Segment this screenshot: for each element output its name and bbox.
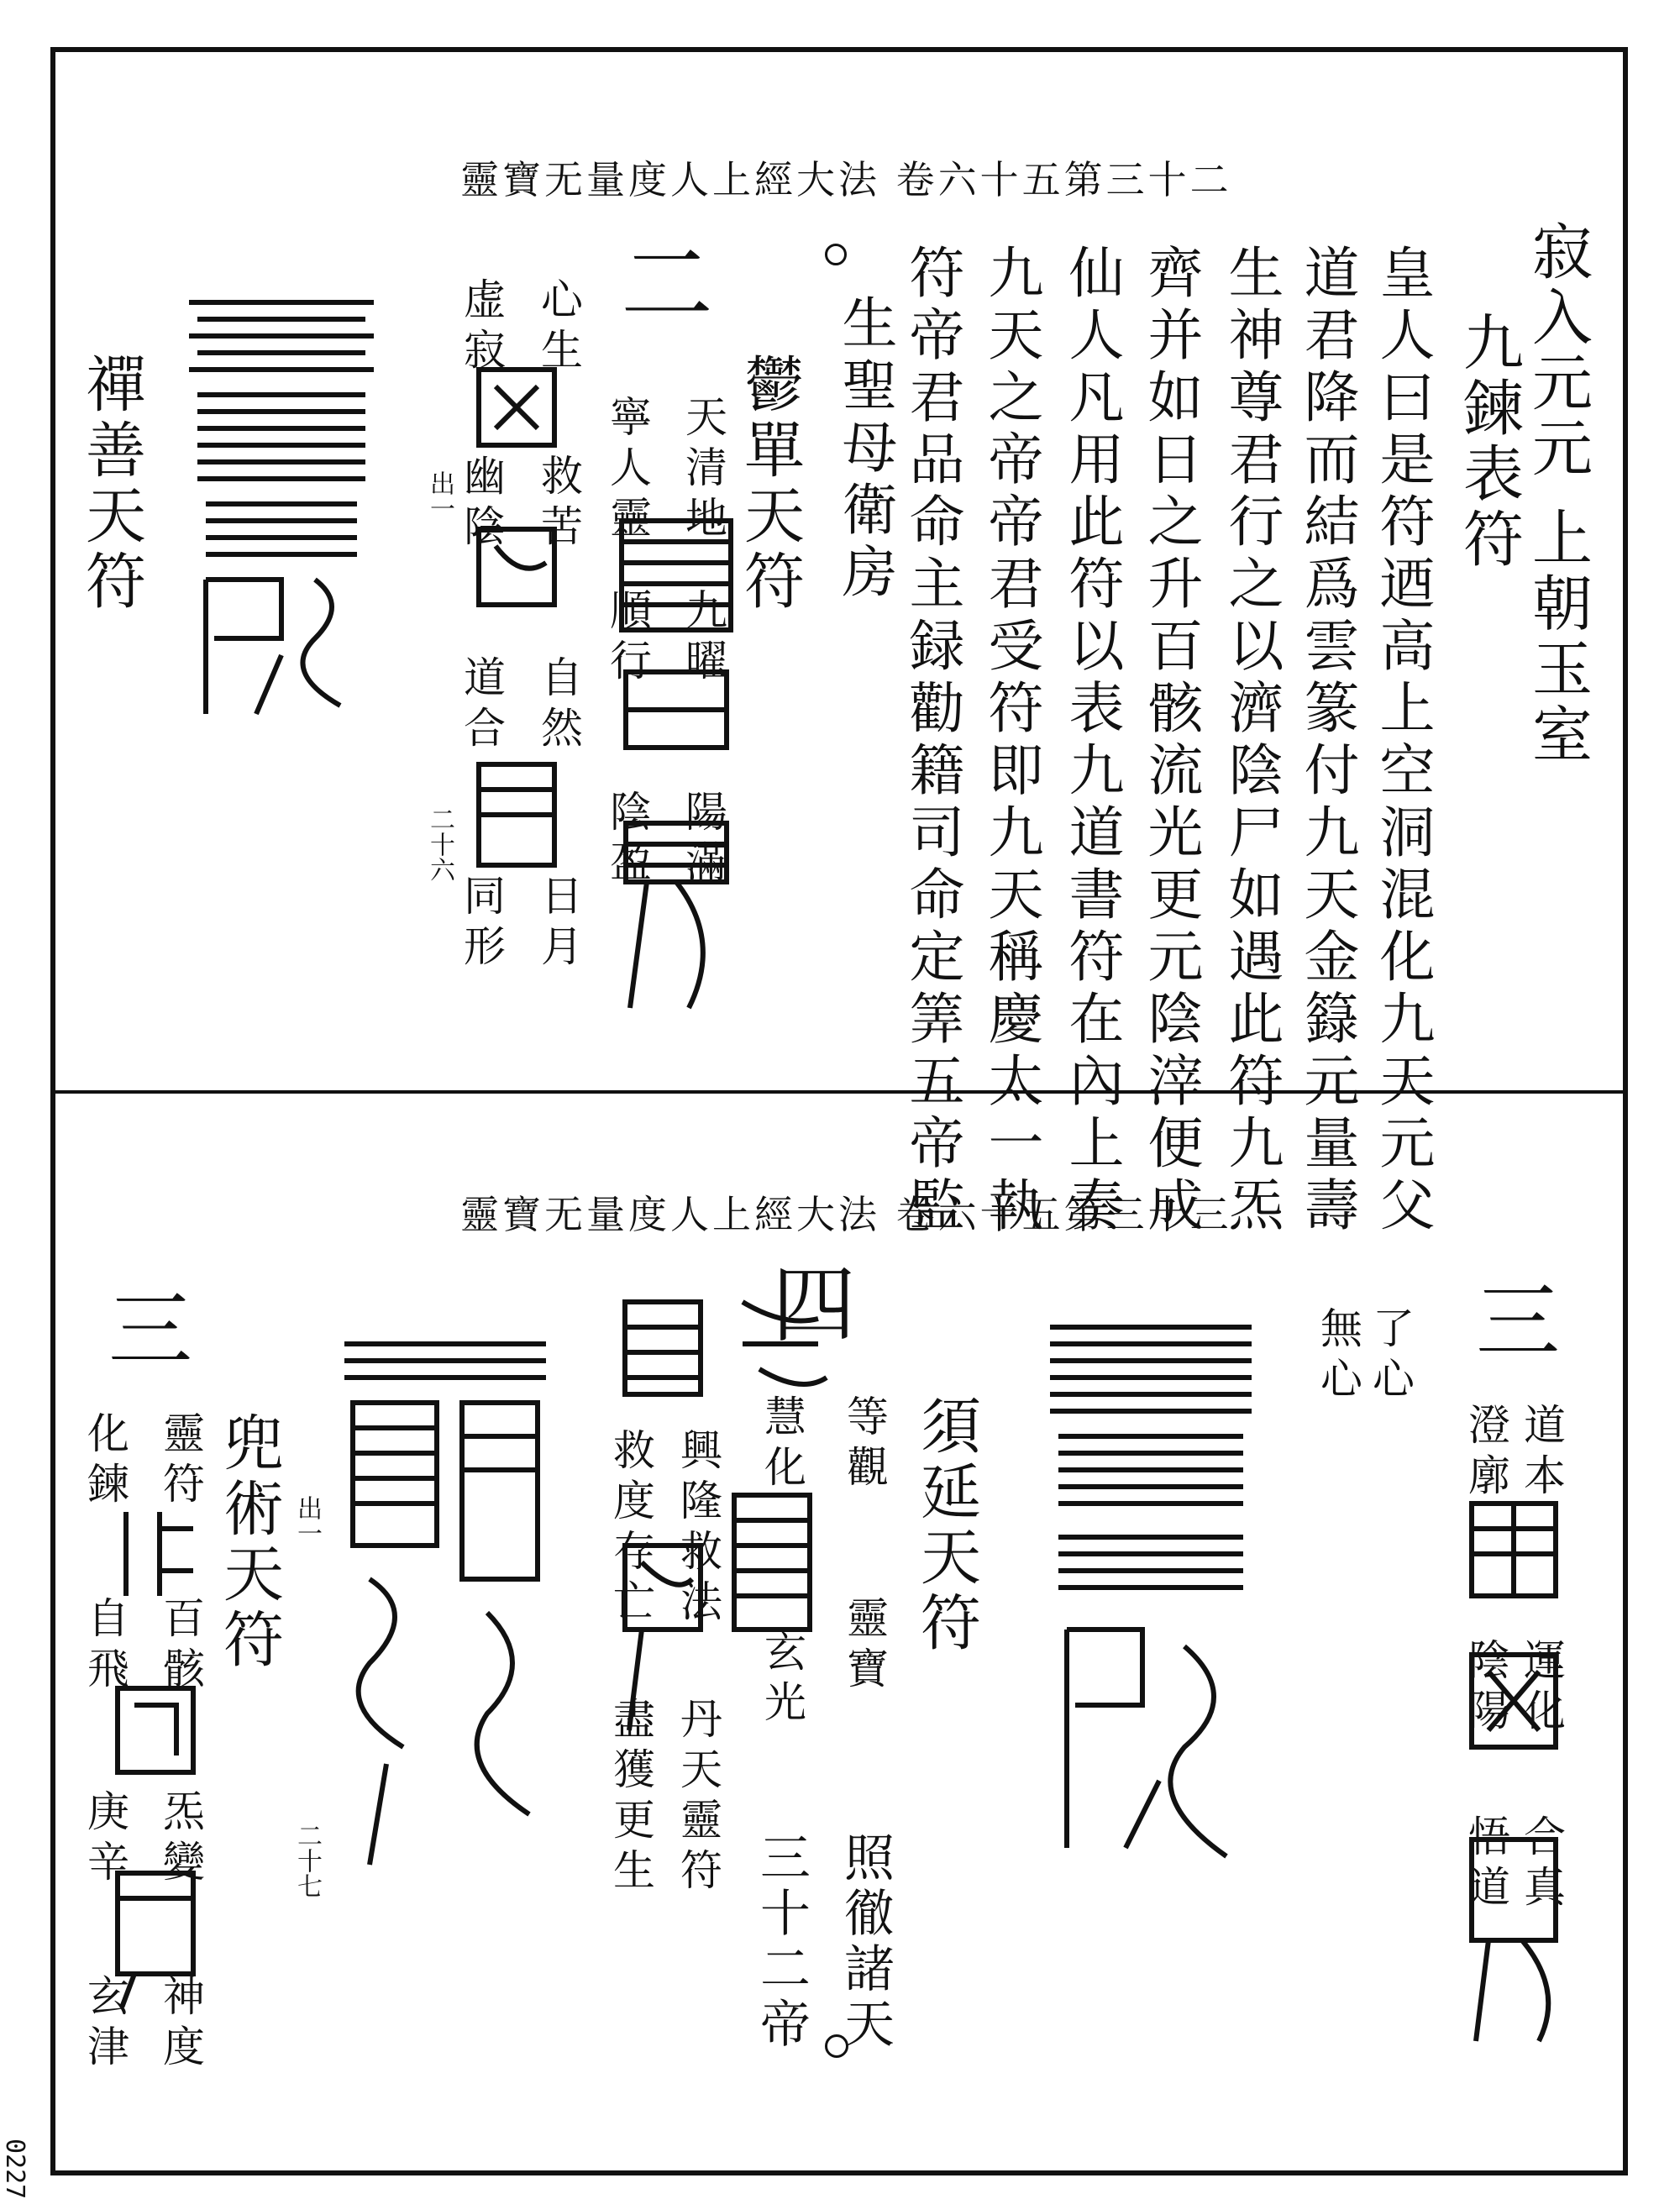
- top-text-col-5: 生神尊君行之以濟陰尸如遇此符九炁: [1219, 244, 1284, 1238]
- bottom-right-deng-lang: 澄廓: [1462, 1403, 1510, 1504]
- fu2b-ri-yue: 日月: [534, 874, 583, 974]
- fu2-shun-xing: 順行: [603, 588, 652, 689]
- fu5-qi-bian: 炁變: [156, 1789, 205, 1890]
- top-text-col-8: 符帝君品命主録勸籍司命定筭五帝監: [900, 244, 964, 1238]
- talisman-fu2b-main: [470, 361, 563, 882]
- fu4-hui-hua: 慧化: [758, 1394, 806, 1495]
- bottom-running-header: 靈寶无量度人上經大法 卷六十五第三十三: [460, 1192, 1232, 1237]
- circle-mark-top: [825, 244, 847, 265]
- fu4-title: 須延天符: [911, 1394, 981, 1656]
- fu4-ershier: 三十二帝: [752, 1831, 811, 2053]
- fu4-number: 四: [758, 1260, 856, 1349]
- talisman-fu5-small: [109, 1504, 205, 2007]
- fu4-jin-huo: 盡獲更生: [606, 1697, 655, 1898]
- talisman-bottom-right-large: [1042, 1310, 1260, 1865]
- fu2-upper: 天清地: [679, 395, 727, 546]
- fu2b-zi-ran: 自然: [534, 655, 583, 756]
- fu2b-jiu-ku: 救苦: [534, 454, 583, 554]
- top-text-col-3: 皇人曰是符迺高上空洞混化九天元父: [1370, 244, 1435, 1238]
- bottom-right-liao-xin: 了心: [1366, 1306, 1415, 1407]
- fu5-title: 兜術天符: [213, 1411, 284, 1673]
- fu5-ling-fu: 靈符: [156, 1411, 205, 1512]
- fu5-zi-fei: 自飛: [81, 1596, 129, 1697]
- fu2b-note-2: 二十六: [425, 806, 454, 882]
- fu4-xuan-guang: 玄光: [758, 1630, 806, 1730]
- circle-mark-bottom: [825, 2034, 848, 2058]
- fu4-dan-tian: 丹天靈符: [674, 1697, 722, 1898]
- top-text-col-7: 九天之帝帝君受符即九天稱慶太一執: [979, 244, 1043, 1238]
- fu2-jiu-yao: 九曜: [679, 588, 727, 689]
- bottom-right-number: 三: [1462, 1277, 1560, 1366]
- fu5-geng-xin: 庚辛: [81, 1789, 129, 1890]
- top-text-col-9: 生聖母衛房: [832, 294, 897, 605]
- bottom-right-yun-hua: 運化: [1517, 1638, 1566, 1739]
- page-number: 0227: [0, 2138, 29, 2199]
- fu2-yang-man: 陽滿: [679, 790, 727, 890]
- fu2-title: 鬱單天符: [734, 353, 805, 615]
- top-text-col-2: 九鍊表符: [1453, 311, 1524, 573]
- fu2b-dao-he: 道合: [457, 655, 506, 756]
- fu2b-xin-sheng: 心生: [534, 277, 583, 378]
- talisman-bottom-right-small: [1463, 1495, 1564, 2049]
- fu4-ling-bao: 靈寶: [840, 1596, 889, 1697]
- fu5-bai-hai: 百骸: [156, 1596, 205, 1697]
- fu4-deng-guan: 等觀: [840, 1394, 889, 1495]
- bottom-right-he-zhen: 合真: [1517, 1814, 1566, 1915]
- fu2-number: 二: [606, 235, 713, 333]
- bottom-right-wu-dao: 悟道: [1462, 1814, 1510, 1915]
- top-left-title: 禪善天符: [76, 353, 146, 615]
- fu2b-you-yin: 幽陰: [457, 454, 506, 554]
- bottom-right-wu-xin: 無心: [1314, 1306, 1362, 1407]
- talisman-fu2-main: [613, 504, 739, 1016]
- top-text-col-4: 道君降而結爲雲篆付九天金籙元量壽: [1294, 244, 1359, 1238]
- fu2b-note-1: 出一: [425, 470, 454, 521]
- fu4-zhao-che: 照徹諸天: [836, 1831, 895, 2053]
- bottom-right-yin-yang: 陰陽: [1462, 1638, 1510, 1739]
- fu4-jiu-du: 救度存亡: [606, 1428, 655, 1630]
- fu5-hua-lian: 化鍊: [81, 1411, 129, 1512]
- fu4-xing-long: 興隆救法: [674, 1428, 722, 1630]
- fu5-note-1: 出一: [292, 1495, 322, 1546]
- fu2b-xu-ji: 虚寂: [457, 277, 506, 378]
- fu2-ning: 寧人靈: [603, 395, 652, 546]
- fu2b-tong-xing: 同形: [457, 874, 506, 974]
- talisman-top-left: [181, 286, 382, 722]
- fu5-shen-du: 神度: [156, 1974, 205, 2075]
- top-running-header: 靈寶无量度人上經大法 卷六十五第三十二: [460, 157, 1232, 202]
- fu5-number: 三: [94, 1285, 192, 1374]
- top-text-col-extra: 齊并如日之升百骸流光更元陰滓便成: [1138, 244, 1203, 1238]
- fu2-yin-ying: 陰盈: [603, 790, 652, 890]
- fu5-xuan-jin: 玄津: [81, 1974, 129, 2075]
- bottom-right-dao-ben: 道本: [1517, 1403, 1566, 1504]
- top-text-col-6: 仙人凡用此符以表九道書符在內上奏: [1059, 244, 1124, 1238]
- talisman-fu5-large: [336, 1327, 554, 1898]
- fu5-note-2: 二十七: [292, 1823, 322, 1898]
- top-text-col-1: 寂入元元 上朝玉室: [1522, 220, 1593, 769]
- talisman-fu4: [617, 1294, 835, 1747]
